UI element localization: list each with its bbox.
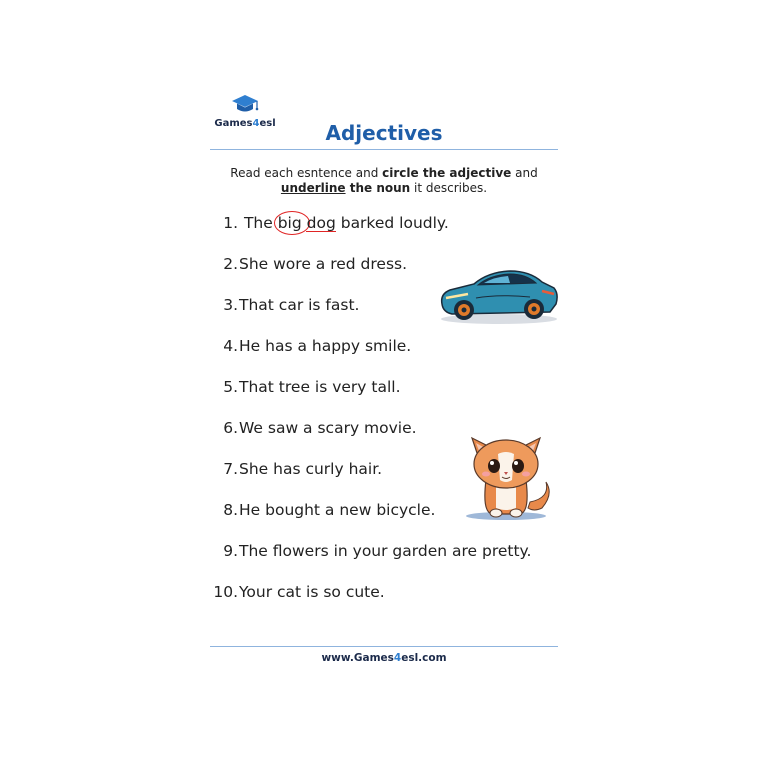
list-item: 6.We saw a scary movie. xyxy=(223,419,417,437)
footer-divider xyxy=(210,646,558,647)
header-divider xyxy=(210,149,558,150)
list-item: 9.The flowers in your garden are pretty. xyxy=(223,542,532,560)
example-rest: barked loudly. xyxy=(335,214,449,232)
underlined-noun: dog xyxy=(306,214,336,232)
list-item: 5.That tree is very tall. xyxy=(223,378,401,396)
sentence-number: 1. xyxy=(223,214,238,232)
list-item: 8.He bought a new bicycle. xyxy=(223,501,436,519)
kitten-illustration xyxy=(458,424,554,522)
page-title: Adjectives xyxy=(325,121,443,145)
logo-wordmark: Games4esl xyxy=(214,118,276,129)
list-item: 3.That car is fast. xyxy=(223,296,360,314)
instruction-underline: underline xyxy=(280,181,346,195)
red-underline-mark xyxy=(306,231,336,232)
example-word-the: The xyxy=(243,214,273,232)
graduation-cap-icon xyxy=(231,94,259,116)
list-item: 7.She has curly hair. xyxy=(223,460,383,478)
list-item: 10.Your cat is so cute. xyxy=(213,583,385,601)
red-circle-mark xyxy=(274,211,310,235)
instructions: Read each esntence and circle the adjective and underline the noun it describes. xyxy=(230,166,538,195)
list-item: 2.She wore a red dress. xyxy=(223,255,408,273)
list-item: 4.He has a happy smile. xyxy=(223,337,412,355)
footer-url[interactable]: www.Games4esl.com xyxy=(321,652,447,664)
example-sentence xyxy=(210,212,449,234)
instruction-circle-adjective: circle the adjective xyxy=(382,166,512,180)
sports-car-illustration xyxy=(438,264,560,326)
circled-adjective: big xyxy=(278,212,302,234)
